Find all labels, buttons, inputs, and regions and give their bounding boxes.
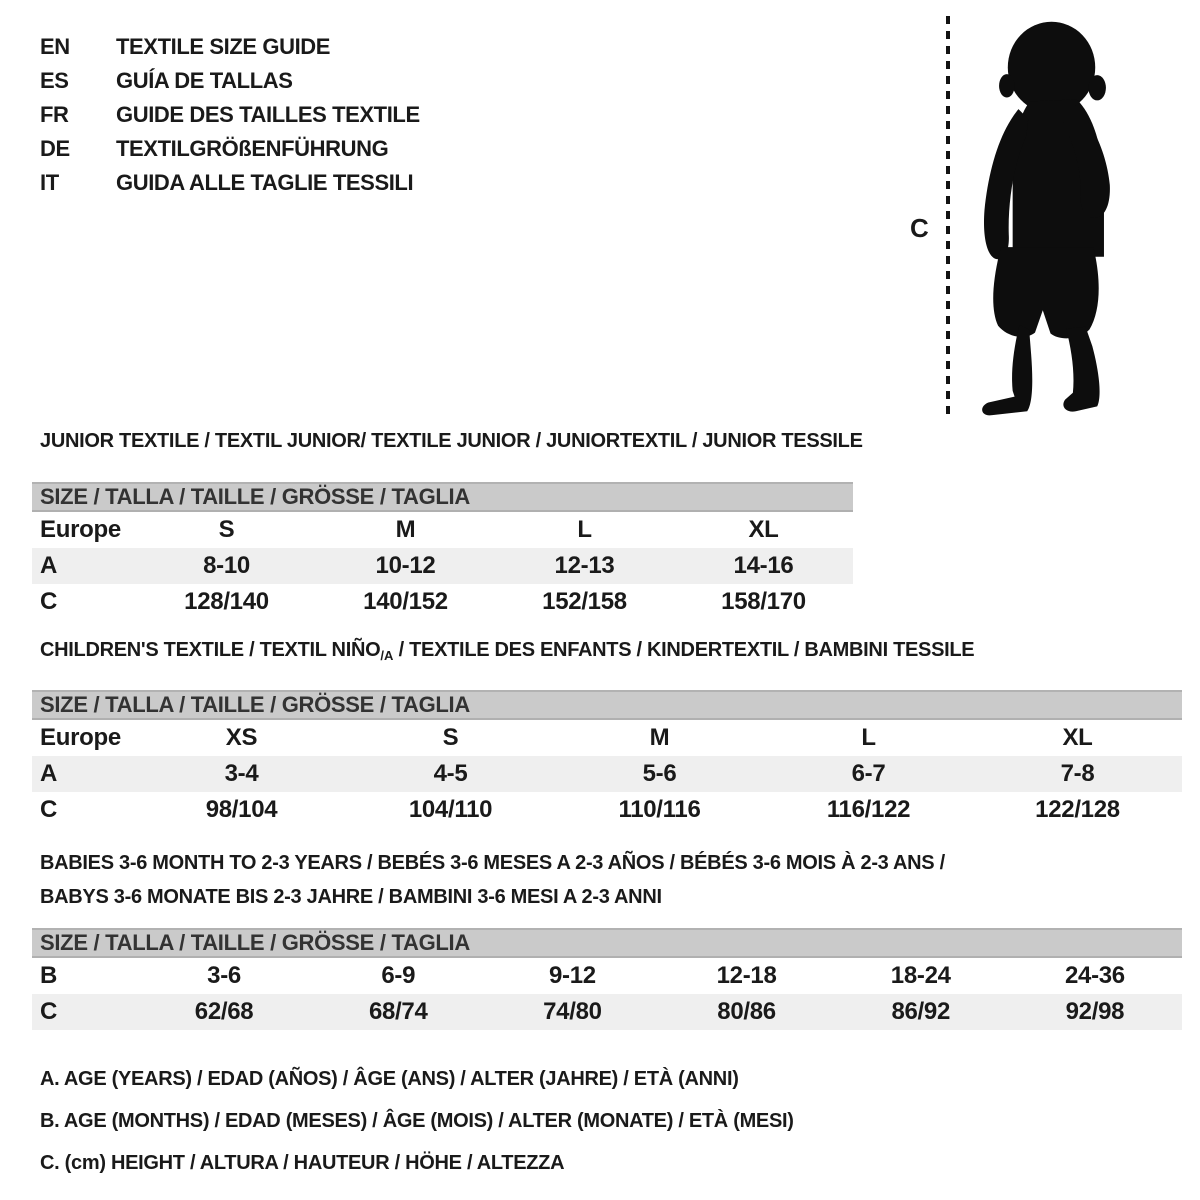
language-code: IT <box>40 170 59 195</box>
table-row-height <box>32 584 853 620</box>
language-row-fr <box>40 98 420 132</box>
size-header-bar: SIZE / TALLA / TAILLE / GRÖSSE / TAGLIA <box>32 928 1182 958</box>
cell-value: 140/152 <box>363 588 448 615</box>
cell-value: 80/86 <box>717 998 776 1025</box>
babies-size-table <box>32 928 1182 1030</box>
cell-value: 4-5 <box>433 760 468 787</box>
section-title-babies <box>40 846 945 914</box>
cell-value: 128/140 <box>184 588 269 615</box>
cell-value: 7-8 <box>1060 760 1095 787</box>
language-code: DE <box>40 136 70 161</box>
table-row-height <box>32 994 1182 1030</box>
guide-title-en: TEXTILE SIZE GUIDE <box>116 34 331 59</box>
language-row-it <box>40 166 420 200</box>
column-header: M <box>395 516 416 543</box>
cell-value: 86/92 <box>891 998 951 1025</box>
size-header-bar: SIZE / TALLA / TAILLE / GRÖSSE / TAGLIA <box>32 482 853 512</box>
row-key: C <box>40 998 58 1025</box>
language-row-en <box>40 30 420 64</box>
cell-value: 92/98 <box>1065 998 1125 1025</box>
cell-value: 18-24 <box>890 962 951 989</box>
cell-value: 3-6 <box>207 962 241 989</box>
cell-value: 110/116 <box>618 796 701 823</box>
guide-title-es: GUÍA DE TALLAS <box>116 68 293 93</box>
section-title-babies-line1: BABIES 3-6 MONTH TO 2-3 YEARS / BEBÉS 3-6 MESES A 2-3 AÑOS / BÉBÉS 3-6 MOIS À 2-3 ANS / <box>40 852 945 874</box>
cell-value: 12-18 <box>716 962 777 989</box>
language-code: FR <box>40 102 69 127</box>
cell-value: 6-7 <box>851 760 886 787</box>
table-row-age-months <box>32 958 1182 994</box>
region-label: Europe <box>40 516 121 543</box>
cell-value: 3-4 <box>224 760 259 787</box>
column-header: L <box>861 724 876 751</box>
junior-size-table <box>32 482 853 620</box>
cell-value: 24-36 <box>1064 962 1125 989</box>
cell-value: 122/128 <box>1035 796 1120 823</box>
children-size-table <box>32 690 1182 828</box>
column-header: XL <box>748 516 779 543</box>
region-label: Europe <box>40 724 121 751</box>
language-row-de <box>40 132 420 166</box>
cell-value: 12-13 <box>554 552 615 579</box>
table-row-height <box>32 792 1182 828</box>
section-title-babies-line2: BABYS 3-6 MONATE BIS 2-3 JAHRE / BAMBINI 3-6 MESI A 2-3 ANNI <box>40 886 662 908</box>
legend-age-months: B. AGE (MONTHS) / EDAD (MESES) / ÂGE (MOIS) / ALTER (MONATE) / ETÀ (MESI) <box>40 1110 794 1132</box>
legend-height-cm: C. (cm) HEIGHT / ALTURA / HAUTEUR / HÖHE / ALTEZZA <box>40 1152 565 1174</box>
row-key: B <box>40 962 58 989</box>
language-code: EN <box>40 34 70 59</box>
guide-title-de: TEXTILGRÖßENFÜHRUNG <box>116 136 389 161</box>
cell-value: 10-12 <box>375 552 436 579</box>
row-key: A <box>40 552 58 579</box>
section-title-children-text: / TEXTILE DES ENFANTS / KINDERTEXTIL / BAMBINI TESSILE <box>393 639 975 661</box>
table-header-row <box>32 720 1182 756</box>
table-row-age <box>32 548 853 584</box>
row-key: C <box>40 796 58 823</box>
column-header: XL <box>1062 724 1093 751</box>
cell-value: 158/170 <box>721 588 806 615</box>
language-list <box>40 30 420 200</box>
cell-value: 152/158 <box>542 588 627 615</box>
cell-value: 5-6 <box>642 760 677 787</box>
toddler-silhouette-icon <box>961 12 1143 420</box>
cell-value: 9-12 <box>548 962 596 989</box>
table-row-age <box>32 756 1182 792</box>
row-key: C <box>40 588 58 615</box>
column-header: S <box>218 516 235 543</box>
cell-value: 68/74 <box>368 998 428 1025</box>
column-header: M <box>649 724 670 751</box>
cell-value: 98/104 <box>205 796 278 823</box>
cell-value: 8-10 <box>203 552 250 579</box>
table-header-row <box>32 512 853 548</box>
legend <box>40 1058 794 1184</box>
language-code: ES <box>40 68 69 93</box>
cell-value: 116/122 <box>826 796 911 823</box>
section-title-children-subscript: /A <box>380 648 394 663</box>
size-header-bar: SIZE / TALLA / TAILLE / GRÖSSE / TAGLIA <box>32 690 1182 720</box>
cell-value: 74/80 <box>543 998 602 1025</box>
cell-value: 6-9 <box>381 962 416 989</box>
guide-title-it: GUIDA ALLE TAGLIE TESSILI <box>116 170 414 195</box>
height-measure-line <box>946 16 950 418</box>
column-header: XS <box>225 724 258 751</box>
height-measure-label: C <box>910 213 929 243</box>
section-title-children <box>40 639 974 663</box>
row-key: A <box>40 760 58 787</box>
cell-value: 14-16 <box>733 552 794 579</box>
guide-title-fr: GUIDE DES TAILLES TEXTILE <box>116 102 420 127</box>
section-title-junior: JUNIOR TEXTILE / TEXTIL JUNIOR/ TEXTILE JUNIOR / JUNIORTEXTIL / JUNIOR TESSILE <box>40 430 863 452</box>
cell-value: 104/110 <box>408 796 493 823</box>
section-title-children-text: CHILDREN'S TEXTILE / TEXTIL NIÑO <box>40 639 381 661</box>
column-header: S <box>442 724 459 751</box>
column-header: L <box>577 516 592 543</box>
language-row-es <box>40 64 420 98</box>
legend-age-years: A. AGE (YEARS) / EDAD (AÑOS) / ÂGE (ANS) / ALTER (JAHRE) / ETÀ (ANNI) <box>40 1068 739 1090</box>
cell-value: 62/68 <box>194 998 254 1025</box>
